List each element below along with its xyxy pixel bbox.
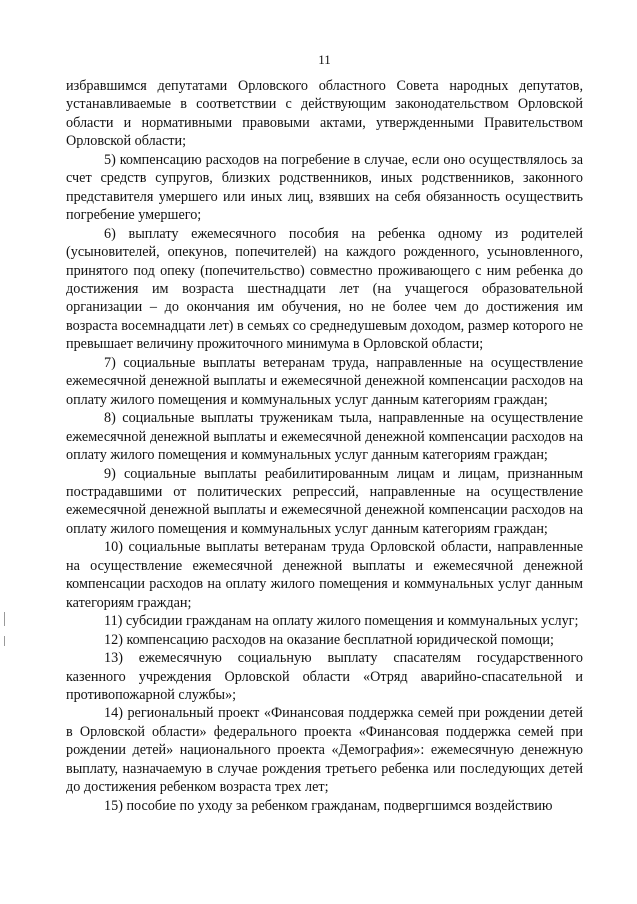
paragraph-item-14: 14) региональный проект «Финансовая поддержка семей при рождении детей в Орловской области» федерального проекта «Финансовая поддержка семей при рождении детей» национального проекта «Демография»: ежемесячную денежную выплату, назначаемую в случае рождения третьего ребенка или последующих детей до достижения ребенком возраста трех лет;: [66, 705, 583, 796]
paragraph-item-13: 13) ежемесячную социальную выплату спасателям государственного казенного учреждения Орловской области «Отряд аварийно-спасательной и противопожарной службы»;: [66, 650, 583, 703]
paragraph-item-12: 12) компенсацию расходов на оказание бесплатной юридической помощи;: [104, 631, 554, 648]
paragraph-item-7: 7) социальные выплаты ветеранам труда, направленные на осуществление ежемесячной денежной выплаты и ежемесячной денежной компенсации расходов на оплату жилого помещения и коммунальных услуг данным категориям граждан;: [66, 354, 583, 408]
paragraph-item-11: 11) субсидии гражданам на оплату жилого помещения и коммунальных услуг;: [104, 613, 579, 630]
paragraph-item-6: 6) выплату ежемесячного пособия на ребенка одному из родителей (усыновителей, опекунов, попечителей) на каждого рожденного, усыновленного, принятого под опеку (попечительство) совместно проживающего с ним ребенка до достижения им возраста шестнадцати лет (на учащегося образовательной организации – до окончания им обучения, но не более чем до достижения им возраста восемнадцати лет) в семьях со среднедушевым доходом, размер которого не превышает величину прожиточного минимума в Орловской области;: [66, 225, 583, 353]
document-body: [66, 77, 583, 815]
paragraph-item-8: 8) социальные выплаты труженикам тыла, направленные на осуществление ежемесячной денежной выплаты и ежемесячной денежной компенсации расходов на оплату жилого помещения и коммунальных услуг данным категориям граждан;: [66, 410, 583, 464]
paragraph-item-15: 15) пособие по уходу за ребенком гражданам, подвергшимся воздействию: [104, 797, 553, 814]
paragraph-item-10: 10) социальные выплаты ветеранам труда Орловской области, направленные на осуществление ежемесячной денежной выплаты и ежемесячной денежной компенсации расходов на оплату жилого помещения и коммунальных услуг данным категориям граждан;: [66, 539, 583, 611]
page-number: 11: [318, 52, 331, 67]
paragraph-continuation: избравшимся депутатами Орловского областного Совета народных депутатов, устанавливаемые в соответствии с действующим законодательством Орловской области и нормативными правовыми актами, утвержденными Правительством Орловской области;: [66, 78, 583, 150]
paragraph-item-5: 5) компенсацию расходов на погребение в случае, если оно осуществлялось за счет средств супругов, близких родственников, иных родственников, законного представителя умершего или иных лиц, взявших на себя обязанность осуществить погребение умершего;: [66, 151, 583, 224]
paragraph-item-9: 9) социальные выплаты реабилитированным лицам и лицам, признанным пострадавшими от политических репрессий, направленные на осуществление ежемесячной денежной выплаты и ежемесячной денежной компенсации расходов на оплату жилого помещения и коммунальных услуг данным категориям граждан;: [66, 465, 583, 537]
scan-artifact-mark: [4, 636, 5, 646]
scan-artifact-mark: [4, 612, 5, 626]
